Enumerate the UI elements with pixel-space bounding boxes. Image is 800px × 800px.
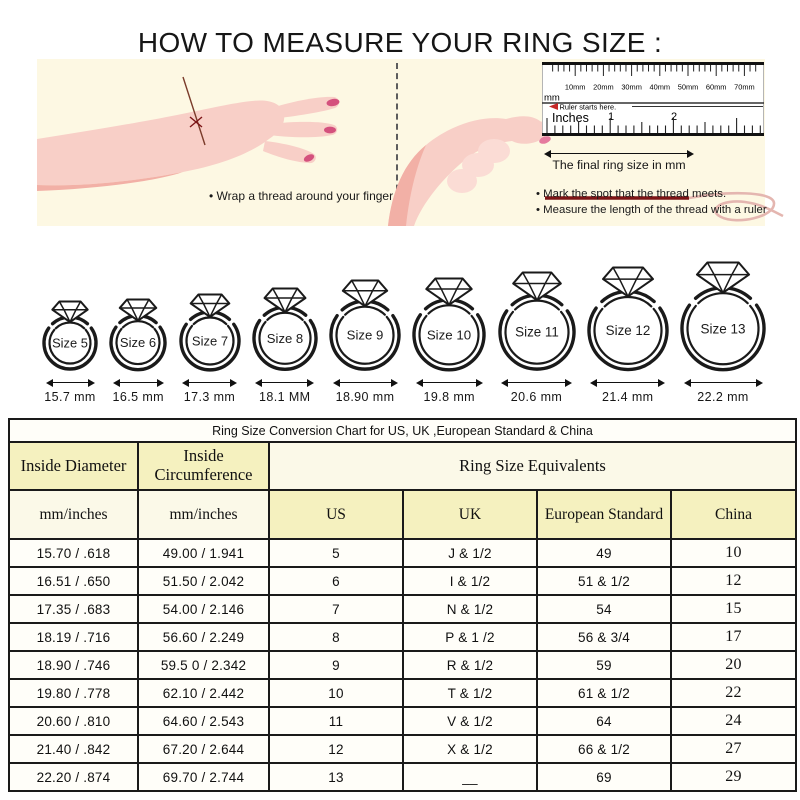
table-cell: 51 & 1/2 <box>537 567 671 595</box>
ruler-start-note: Ruler starts here. <box>559 102 617 112</box>
header-inside-circumference: Inside Circumference <box>138 442 269 490</box>
table-cell: 20.60 / .810 <box>9 707 138 735</box>
ring-diameter-label: 15.7 mm <box>44 390 96 404</box>
table-cell: 15 <box>671 595 796 623</box>
subheader-mm-inches: mm/inches <box>9 490 138 539</box>
table-cell: R & 1/2 <box>403 651 537 679</box>
mm-tick-label: 50mm <box>677 82 699 92</box>
ring-size-label: Size 11 <box>514 324 559 340</box>
step-bullet: • Measure the length of the thread with a ruler <box>536 204 767 216</box>
mm-tick-label: 60mm <box>705 82 727 92</box>
ring-icon <box>408 277 490 373</box>
table-cell: 67.20 / 2.644 <box>138 735 269 763</box>
table-row <box>9 623 796 651</box>
table-cell: 16.51 / .650 <box>9 567 138 595</box>
ring-size-row <box>0 238 800 404</box>
ring-diameter-arrow <box>114 378 163 388</box>
table-cell: 5 <box>269 539 403 567</box>
table-row <box>9 651 796 679</box>
final-size-caption: The final ring size in mm <box>552 158 686 172</box>
table-cell: 10 <box>671 539 796 567</box>
finger-index <box>269 97 339 119</box>
inches-unit-label: Inches <box>552 111 589 125</box>
ring-diameter-arrow <box>47 378 94 388</box>
table-cell: 54.00 / 2.146 <box>138 595 269 623</box>
table-cell: 12 <box>671 567 796 595</box>
table-cell: __ <box>403 763 537 791</box>
ring-diameter-label: 21.4 mm <box>602 390 654 404</box>
ring-diameter-label: 18.90 mm <box>335 390 395 404</box>
table-cell: 18.90 / .746 <box>9 651 138 679</box>
mm-tick-label: 70mm <box>734 82 755 92</box>
mm-unit-label: mm <box>544 92 560 104</box>
mm-tick-label: 20mm <box>593 82 614 92</box>
ruler-illustration <box>542 62 764 136</box>
ring-diameter-arrow <box>256 378 313 388</box>
table-row <box>9 679 796 707</box>
ring-size-label: Size 6 <box>120 335 157 351</box>
hand-shape <box>37 100 284 185</box>
mm-tick-label: 40mm <box>649 82 671 92</box>
table-cell: 19.80 / .778 <box>9 679 138 707</box>
diamond-icon <box>264 289 305 313</box>
table-title: Ring Size Conversion Chart for US, UK ,European Standard & China <box>9 419 796 442</box>
ring-diameter-arrow <box>502 378 571 388</box>
measuring-guide-panel <box>37 59 765 226</box>
table-cell: 15.70 / .618 <box>9 539 138 567</box>
table-cell: V & 1/2 <box>403 707 537 735</box>
table-row <box>9 707 796 735</box>
ring-band <box>589 308 667 369</box>
table-cell: 13 <box>269 763 403 791</box>
table-cell: 17 <box>671 623 796 651</box>
table-cell: 27 <box>671 735 796 763</box>
table-cell: 12 <box>269 735 403 763</box>
ring-size-label: Size 13 <box>700 321 746 337</box>
table-cell: X & 1/2 <box>403 735 537 763</box>
ring-item <box>494 271 580 404</box>
table-cell: J & 1/2 <box>403 539 537 567</box>
diamond-icon <box>343 281 387 307</box>
ring-diameter-arrow <box>183 378 236 388</box>
table-cell: 61 & 1/2 <box>537 679 671 707</box>
ring-size-label: Size 12 <box>605 322 651 338</box>
diamond-icon <box>513 273 561 301</box>
table-cell: 7 <box>269 595 403 623</box>
table-cell: 10 <box>269 679 403 707</box>
ring-diameter-arrow <box>591 378 664 388</box>
ring-icon <box>105 298 171 373</box>
table-cell: 8 <box>269 623 403 651</box>
ring-item <box>248 287 322 404</box>
ring-diameter-label: 20.6 mm <box>510 390 563 404</box>
subheader-uk: UK <box>403 490 537 539</box>
table-cell: 11 <box>269 707 403 735</box>
ring-item <box>408 277 490 404</box>
table-row <box>9 735 796 763</box>
ring-icon <box>38 300 102 373</box>
header-ring-size-equivalents: Ring Size Equivalents <box>269 442 796 490</box>
table-row <box>9 595 796 623</box>
diamond-icon <box>427 279 472 305</box>
table-cell: 56.60 / 2.249 <box>138 623 269 651</box>
ring-size-label: Size 9 <box>346 327 384 343</box>
ring-item <box>583 266 673 404</box>
table-row <box>9 567 796 595</box>
ring-diameter-label: 22.2 mm <box>697 390 749 404</box>
table-cell: 17.35 / .683 <box>9 595 138 623</box>
ring-diameter-label: 19.8 mm <box>423 390 475 404</box>
ring-icon <box>583 266 673 373</box>
nail-icon <box>324 127 336 134</box>
ring-icon <box>325 279 405 373</box>
ring-size-label: Size 7 <box>191 333 228 349</box>
table-cell: 21.40 / .842 <box>9 735 138 763</box>
table-cell: 69 <box>537 763 671 791</box>
ring-size-label: Size 5 <box>52 335 88 351</box>
ring-size-label: Size 10 <box>427 327 472 343</box>
ring-diameter-label: 17.3 mm <box>183 390 236 404</box>
ring-item <box>676 261 770 404</box>
step-bullet: • Mark the spot that the thread meets. <box>536 188 726 200</box>
curled-finger <box>447 169 477 193</box>
mm-tick-label: 30mm <box>621 82 642 92</box>
ring-icon <box>494 271 580 373</box>
table-cell: 9 <box>269 651 403 679</box>
ring-icon <box>175 293 245 373</box>
ring-icon <box>248 287 322 373</box>
ring-item <box>38 300 102 404</box>
ring-diameter-arrow <box>685 378 762 388</box>
subheader-mm-inches: mm/inches <box>138 490 269 539</box>
table-cell: 18.19 / .716 <box>9 623 138 651</box>
ring-band <box>500 311 574 369</box>
ring-size-label: Size 8 <box>266 330 303 346</box>
inch-number: 1 <box>608 111 615 123</box>
table-cell: 69.70 / 2.744 <box>138 763 269 791</box>
ring-diameter-arrow <box>417 378 482 388</box>
table-row <box>9 763 796 791</box>
ring-diameter-label: 16.5 mm <box>112 390 164 404</box>
step-bullet: • Wrap a thread around your finger <box>209 189 393 203</box>
table-cell: 64.60 / 2.543 <box>138 707 269 735</box>
mm-tick-labels <box>565 83 755 92</box>
table-cell: 66 & 1/2 <box>537 735 671 763</box>
table-body <box>9 539 796 791</box>
header-inside-diameter: Inside Diameter <box>9 442 138 490</box>
ring-diameter-label: 18.1 MM <box>259 390 311 404</box>
table-cell: 20 <box>671 651 796 679</box>
table-cell: 49.00 / 1.941 <box>138 539 269 567</box>
table-cell: 29 <box>671 763 796 791</box>
ring-band <box>682 305 764 369</box>
table-cell: T & 1/2 <box>403 679 537 707</box>
table-cell: 22.20 / .874 <box>9 763 138 791</box>
table-cell: 24 <box>671 707 796 735</box>
table-cell: 59 <box>537 651 671 679</box>
table-cell: 22 <box>671 679 796 707</box>
subheader-us: US <box>269 490 403 539</box>
page-title: HOW TO MEASURE YOUR RING SIZE : <box>137 26 663 58</box>
table-cell: 62.10 / 2.442 <box>138 679 269 707</box>
subheader-european-standard: European Standard <box>537 490 671 539</box>
conversion-table <box>8 418 797 792</box>
diamond-icon <box>603 268 653 297</box>
table-cell: 51.50 / 2.042 <box>138 567 269 595</box>
table-cell: 6 <box>269 567 403 595</box>
table-cell: 49 <box>537 539 671 567</box>
table-cell: 59.5 0 / 2.342 <box>138 651 269 679</box>
table-cell: P & 1 /2 <box>403 623 537 651</box>
table-cell: 54 <box>537 595 671 623</box>
ring-item <box>105 298 171 404</box>
table-cell: N & 1/2 <box>403 595 537 623</box>
inch-number: 2 <box>671 111 678 123</box>
table-row <box>9 539 796 567</box>
subheader-china: China <box>671 490 796 539</box>
ring-item <box>175 293 245 404</box>
ring-item <box>325 279 405 404</box>
table-cell: I & 1/2 <box>403 567 537 595</box>
mm-tick-label: 10mm <box>564 82 586 92</box>
table-cell: 56 & 3/4 <box>537 623 671 651</box>
ring-diameter-arrow <box>334 378 397 388</box>
table-cell: 64 <box>537 707 671 735</box>
ring-icon <box>676 261 770 373</box>
diamond-icon <box>697 263 749 293</box>
